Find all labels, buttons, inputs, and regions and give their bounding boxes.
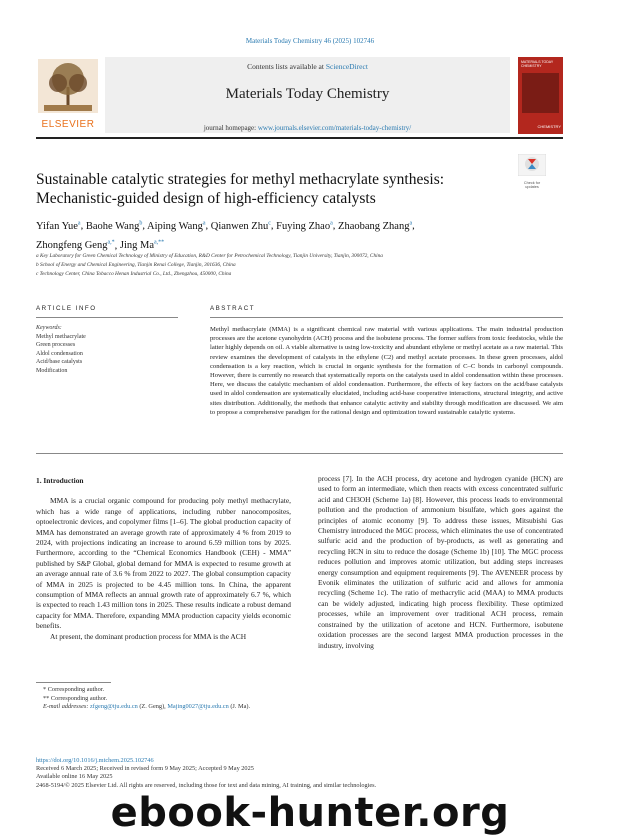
journal-homepage xyxy=(105,124,510,132)
keywords-label: Keywords: xyxy=(36,325,62,331)
article-title-line-2: Mechanistic-guided design of high-efficiency catalysts xyxy=(36,190,376,207)
keyword: Methyl methacrylate xyxy=(36,333,86,340)
author[interactable]: Jing $Ma^{a,**}$ xyxy=(119,239,165,251)
journal-title: Materials Today Chemistry xyxy=(225,86,390,102)
email-line: E-mail addresses: zfgeng@tju.edu.cn (Z. Geng), Majing0027@tju.edu.cn (J. Ma). xyxy=(43,703,251,710)
crossmark-icon xyxy=(518,154,546,176)
available-online: Available online 16 May 2025 xyxy=(36,773,113,781)
author[interactable]: Fuying Zhao$^a$ xyxy=(276,220,333,232)
keyword: Aldol condensation xyxy=(36,350,83,357)
cover-label: CHEMISTRY xyxy=(537,124,561,129)
paragraph: MMA is a crucial organic compound for producing poly methyl methacrylate, which has a wide range of applications, including rubber nanocomposites, optoelectronic devices, and copolymer films [1–6]. The global production capacity of MMA has demonstrated an average growth rate of approximately 4 % from 2019 to 2024, with projections indicating an increase to around 6.59 million tons by 2025. Furthermore, according to the “Chemical Economics Handbook (CEH) - MMA” published by S&P Global, global demand for MMA is expected to resume growth at an average annual rate of 3.6 % from 2022 to 2027. The global consumption capacity of MMA in 2025 is projected to be 4.45 million tons. In China, the apparent consumption of MMA reflects an annual growth rate of approximately 6.7 %, which is expected to reach 1.43 million tons in 2025. These results indicate a robust demand capacity for MMA. Therefore, expanding MMA production capacity yields economic benefits. xyxy=(36,496,291,631)
author[interactable]: Baohe Wang$^b$ xyxy=(85,220,143,232)
email-link[interactable]: zfgeng@tju.edu.cn xyxy=(90,703,138,710)
abstract-rule xyxy=(210,317,563,318)
contents-line xyxy=(105,62,510,71)
journal-reference[interactable]: Materials Today Chemistry 46 (2025) 102746 xyxy=(245,37,375,45)
abstract-text: Methyl methacrylate (MMA) is a significant chemical raw material with various applications. The main industrial production processes are the acetone cyanohydrin (ACH) process and the isobutene process. The former suffers from toxic feedstocks, while the latter highly depends on oil. A viable alternative is using low-toxicity and abundant ethylene or methyl acetate as a raw material. This review examines the development of catalysts in the ethylene (C2) and methyl acetate processes. In these green processes, aldol condensation is a key reaction, which is crucial in organic synthesis for the formation of C–C bonds in carbonyl compounds. However, there is currently no research that systematically reports on the catalysts used in aldol condensation within these processes. Here, we discuss the catalytic mechanism of aldol condensation. Furthermore, the effects of key factors on the acid/base catalysts used in aldol condensation are systematically elucidated, including acid-base cooperative interactions, structural integrity, and active sites distribution. Additionally, the methods that enhance catalytic activity and stability through modification are discussed. We aim to propose a comprehensive paradigm for the rational design and optimization toward sustainable catalytic systems. xyxy=(210,326,563,416)
article-info-heading: ARTICLE INFO xyxy=(36,305,97,312)
author[interactable]: Zhongfeng Geng$^{a,*}$ xyxy=(36,239,115,251)
article-metadata xyxy=(36,757,376,790)
corresponding-author-1: * Corresponding author. xyxy=(43,686,105,693)
affiliation-b: b School of Energy and Chemical Engineering, Tianjin Renai College, Tianjin, 301636, China xyxy=(36,262,236,268)
section-heading: 1. Introduction xyxy=(36,476,84,485)
article-title xyxy=(36,170,506,208)
footnotes xyxy=(43,686,250,712)
check-for-updates-button[interactable] xyxy=(518,154,546,189)
affiliation-c: c Technology Center, China Tobacco Henan Industrial Co., Ltd., Zhengzhou, 450000, China xyxy=(36,271,232,277)
author[interactable]: Qianwen Zhu$^c$ xyxy=(210,220,271,232)
journal-cover xyxy=(518,57,563,134)
keyword: Green processes xyxy=(36,342,76,348)
email-link[interactable]: Majing0027@tju.edu.cn xyxy=(167,703,229,710)
keyword: Acid/base catalysts xyxy=(36,359,83,365)
contents-prefix: Contents lists available at xyxy=(247,62,326,71)
homepage-link[interactable]: www.journals.elsevier.com/materials-today-chemistry/ xyxy=(257,124,412,132)
author[interactable]: Aiping Wang$^a$ xyxy=(147,220,206,232)
homepage-prefix: journal homepage: xyxy=(203,124,258,132)
crossmark-label: Check for updates xyxy=(523,181,541,189)
elsevier-wordmark: ELSEVIER xyxy=(41,119,95,130)
info-rule xyxy=(36,317,178,318)
body-left-column xyxy=(36,476,291,642)
article-title-line-1: Sustainable catalytic strategies for methyl methacrylate synthesis: xyxy=(36,171,445,188)
author-list: Yifan Yue$^a$, Baohe Wang$^b$, Aiping Wang$^a$, Qianwen Zhu$^c$, Fuying Zhao$^a$, Zhaobang Zhang$^a$, Zhongfeng Geng$^{a,*}$, Jing $Ma^{a,**}$ xyxy=(36,220,415,251)
copyright: 2468-5194/© 2025 Elsevier Ltd. All rights are reserved, including those for text and data mining, AI training, and similar technologies. xyxy=(36,781,377,789)
corresponding-author-2: ** Corresponding author. xyxy=(43,694,108,702)
abstract-heading: ABSTRACT xyxy=(210,305,256,312)
keywords xyxy=(36,324,86,375)
cover-journal-name: MATERIALS TODAY CHEMISTRY xyxy=(521,60,554,68)
doi-link[interactable]: https://doi.org/10.1016/j.mtchem.2025.102746 xyxy=(36,757,154,764)
elsevier-logo xyxy=(36,57,100,129)
author[interactable]: Zhaobang Zhang$^a$ xyxy=(338,220,413,232)
header-rule xyxy=(36,137,563,139)
footnote-rule xyxy=(36,682,111,683)
affiliation-a: a Key Laboratory for Green Chemical Technology of Ministry of Education, R&D Center for Petrochemical Technology, Tianjin University, Tianjin, 300072, China xyxy=(36,253,383,259)
watermark: ebook-hunter.org xyxy=(110,790,510,836)
paragraph: process [7]. In the ACH process, dry acetone and hydrogen cyanide (HCN) are used to form an intermediate, which then reacts with excess concentrated sulfuric acid and CH3OH (Scheme 1a) [8]. However, this process leads to environmental pollution and the production of ammonium bisulfate, which goes against the principles of atomic economy [9]. To address these issues, Mitsubishi Gas Chemistry introduced the MGC process, which eliminates the use of concentrated sulfuric acid and the production of by-products, as well as generating and recycling HCN in situ to reduce the dosage (Scheme 1b) [10]. The MGC process reduces pollution and improves atomic utilization, but adding steps increases energy consumption and equipment requirements [9]. The AVENEER process by Evonik eliminates the utilization of sulfuric acid and allows for ammonia recycling (Scheme 1c). The ratio of methacrylic acid (MAA) to MMA products can be widely adjusted, indicating high process flexibility. These optimized processes, while an improvement over traditional ACH process, remain constrained by the utilization of acetone and HCN. Furthermore, isobutene oxidation processes are the second largest MMA production processes in the industry, involving xyxy=(318,474,563,650)
keyword: Modification xyxy=(36,367,68,374)
paragraph: At present, the dominant production process for MMA is the ACH xyxy=(50,631,247,641)
author[interactable]: Yifan Yue$^a$ xyxy=(36,220,81,232)
sciencedirect-link[interactable]: ScienceDirect xyxy=(325,62,368,71)
body-right-column xyxy=(318,474,563,651)
abstract-bottom-rule xyxy=(36,453,563,454)
cover-image xyxy=(522,73,559,113)
received-dates: Received 6 March 2025; Received in revised form 9 May 2025; Accepted 9 May 2025 xyxy=(36,765,254,773)
